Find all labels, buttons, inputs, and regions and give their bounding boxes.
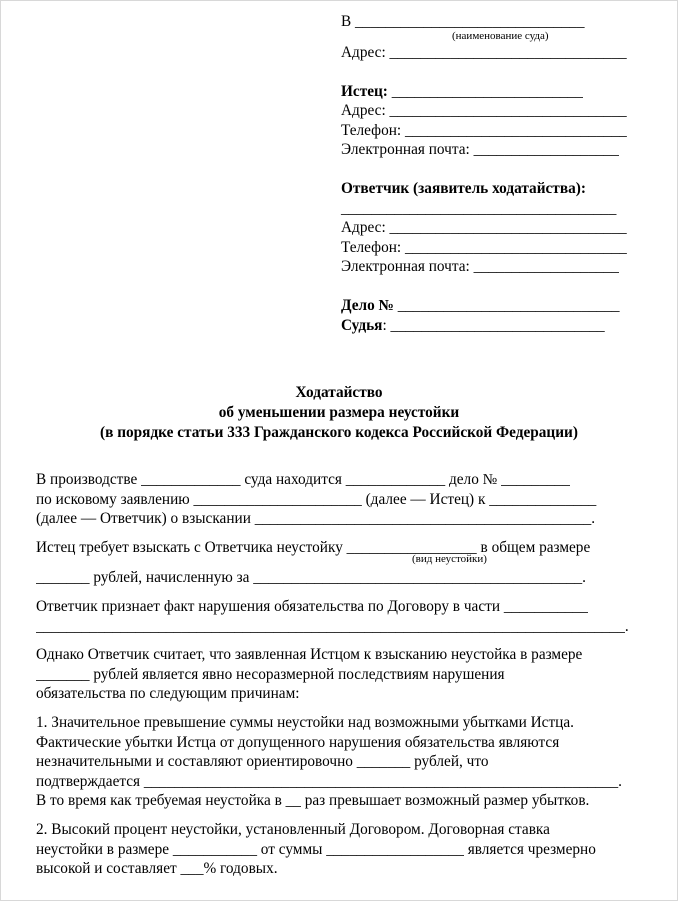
judge-blank: : ____________________________ xyxy=(382,316,605,334)
court-line: В ______________________________ xyxy=(341,13,585,30)
paragraph-claim xyxy=(36,538,648,588)
judge-label: Судья xyxy=(341,316,383,334)
defendant-email: Электронная почта: ___________________ xyxy=(341,258,619,275)
judge-line xyxy=(341,316,671,336)
text-line: Истец требует взыскать с Ответчика неустойку _________________ в общем размере xyxy=(36,538,591,556)
text-line: В производстве _____________ суда находится _____________ дело № _________ xyxy=(36,471,570,488)
paragraph-reason-2 xyxy=(36,820,648,879)
addressee-block xyxy=(341,12,671,335)
title-line-2: об уменьшении размера неустойки xyxy=(218,404,460,421)
text-line: Фактические убытки Истца от допущенного нарушения обязательства являются xyxy=(36,733,560,751)
paragraph-reason-1 xyxy=(36,713,648,811)
text-line: подтверждается ______________________________________________________________. xyxy=(36,772,622,790)
text-line: высокой и составляет ___% годовых. xyxy=(36,860,278,878)
text-line: (далее — Ответчик) о взыскании ____________________________________________. xyxy=(36,510,596,528)
plaintiff-label: Истец: xyxy=(341,82,388,100)
paragraph-proceedings xyxy=(36,470,648,529)
document-title xyxy=(0,383,678,443)
defendant-line: ____________________________________ xyxy=(341,199,617,217)
text-line: _______ рублей является явно несоразмерной последствиям нарушения xyxy=(36,665,505,683)
title-line-3: (в порядке статьи 333 Гражданского кодекса Российской Федерации) xyxy=(100,424,578,441)
court-note: (наименование суда) xyxy=(452,29,549,42)
text-line: по исковому заявлению ______________________ (далее — Истец) к ______________ xyxy=(36,490,597,508)
paragraph-objection xyxy=(36,645,648,704)
defendant-address: Адрес: _______________________________ xyxy=(341,219,627,236)
text-line: 2. Высокий процент неустойки, установленный Договором. Договорная ставка xyxy=(36,820,550,838)
text-line: Ответчик признает факт нарушения обязательства по Договору в части ___________ xyxy=(36,597,588,615)
text-line: обязательства по следующим причинам: xyxy=(36,685,300,703)
plaintiff-phone: Телефон: _____________________________ xyxy=(341,121,627,139)
penalty-type-note: (вид неустойки) xyxy=(412,553,487,566)
plaintiff-line xyxy=(341,82,671,102)
text-line: _____________________________________________________________________________. xyxy=(36,617,629,635)
text-line: неустойки в размере ___________ от суммы __________________ является чрезмерно xyxy=(36,840,596,858)
text-line: _______ рублей, начисленную за ___________________________________________. xyxy=(36,569,587,587)
court-address: Адрес: _______________________________ xyxy=(341,43,627,61)
title-line-1: Ходатайство xyxy=(295,384,383,401)
document-body xyxy=(36,470,648,888)
case-number-line xyxy=(341,296,671,316)
plaintiff-email: Электронная почта: ___________________ xyxy=(341,141,619,158)
case-label: Дело № xyxy=(341,297,394,314)
text-line: незначительными и составляют ориентировочно _______ рублей, что xyxy=(36,753,489,771)
text-line: Однако Ответчик считает, что заявленная Истцом к взысканию неустойка в размере xyxy=(36,646,583,664)
defendant-label: Ответчик (заявитель ходатайства): xyxy=(341,180,586,197)
plaintiff-address: Адрес: _______________________________ xyxy=(341,102,627,119)
paragraph-admission xyxy=(36,597,648,636)
case-blank: _____________________________ xyxy=(393,297,620,314)
defendant-phone: Телефон: _____________________________ xyxy=(341,238,627,256)
plaintiff-blank: _________________________ xyxy=(387,82,583,100)
text-line: 1. Значительное превышение суммы неустойки над возможными убытками Истца. xyxy=(36,713,574,731)
text-line: В то время как требуемая неустойка в __ раз превышает возможный размер убытков. xyxy=(36,792,590,810)
